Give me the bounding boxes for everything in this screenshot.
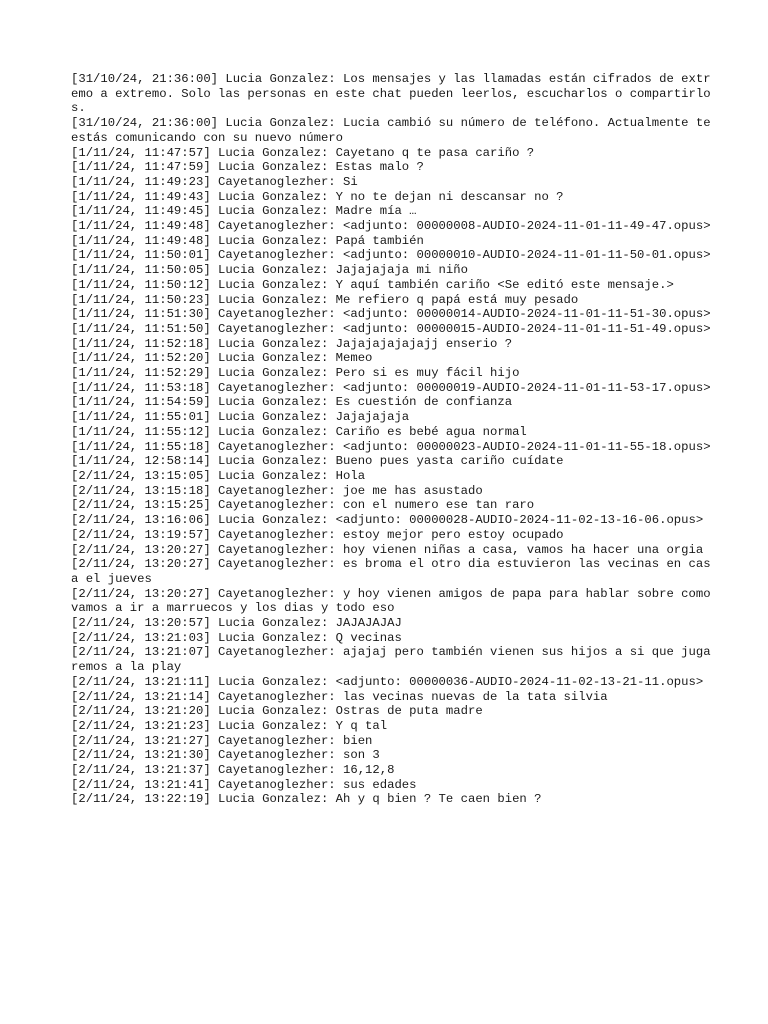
chat-message-line: [31/10/24, 21:36:00] Lucia Gonzalez: Lucia cambió su número de teléfono. Actualmente te estás comunicando con su nuevo número xyxy=(71,116,718,145)
chat-message-line: [2/11/24, 13:16:06] Lucia Gonzalez: <adjunto: 00000028-AUDIO-2024-11-02-13-16-06.opus> xyxy=(71,513,704,528)
chat-message-line: [1/11/24, 11:49:43] Lucia Gonzalez: Y no te dejan ni descansar no ? xyxy=(71,189,564,204)
chat-message-line: [2/11/24, 13:21:27] Cayetanoglezher: bien xyxy=(71,733,373,748)
chat-message-line: [1/11/24, 11:47:57] Lucia Gonzalez: Cayetano q te pasa cariño ? xyxy=(71,145,535,160)
chat-message-line: [1/11/24, 12:58:14] Lucia Gonzalez: Bueno pues yasta cariño cuídate xyxy=(71,454,564,469)
chat-message-line: [2/11/24, 13:20:27] Cayetanoglezher: y hoy vienen amigos de papa para hablar sobre como vamos a ir a marruecos y los dias y todo eso xyxy=(71,586,718,616)
chat-message-line: [2/11/24, 13:21:41] Cayetanoglezher: sus edades xyxy=(71,777,417,792)
chat-message-line: [1/11/24, 11:47:59] Lucia Gonzalez: Estas malo ? xyxy=(71,160,424,175)
chat-message-line: [2/11/24, 13:21:30] Cayetanoglezher: son 3 xyxy=(71,748,380,763)
chat-message-line: [1/11/24, 11:50:01] Cayetanoglezher: <adjunto: 00000010-AUDIO-2024-11-01-11-50-01.opus> xyxy=(71,248,711,263)
chat-message-line: [1/11/24, 11:50:23] Lucia Gonzalez: Me refiero q papá está muy pesado xyxy=(71,292,579,307)
chat-message-line: [2/11/24, 13:15:18] Cayetanoglezher: joe me has asustado xyxy=(71,483,483,498)
chat-message-line: [2/11/24, 13:20:27] Cayetanoglezher: es broma el otro dia estuvieron las vecinas en casa el jueves xyxy=(71,557,711,586)
chat-message-line: [1/11/24, 11:49:23] Cayetanoglezher: Si xyxy=(71,174,358,189)
chat-message-line: [2/11/24, 13:21:07] Cayetanoglezher: ajajaj pero también vienen sus hijos a si que jugaremos a la play xyxy=(71,645,711,675)
chat-message-line: [2/11/24, 13:20:57] Lucia Gonzalez: JAJAJAJAJ xyxy=(71,616,402,631)
chat-message-line: [2/11/24, 13:20:27] Cayetanoglezher: hoy vienen niñas a casa, vamos ha hacer una orgia xyxy=(71,542,704,557)
chat-message-line: [2/11/24, 13:22:19] Lucia Gonzalez: Ah y q bien ? Te caen bien ? xyxy=(71,792,542,807)
chat-message-line: [1/11/24, 11:52:29] Lucia Gonzalez: Pero si es muy fácil hijo xyxy=(71,366,520,381)
chat-message-line: [2/11/24, 13:21:37] Cayetanoglezher: 16,12,8 xyxy=(71,763,395,778)
chat-message-line: [2/11/24, 13:21:23] Lucia Gonzalez: Y q tal xyxy=(71,718,388,733)
chat-message-line: [2/11/24, 13:21:11] Lucia Gonzalez: <adjunto: 00000036-AUDIO-2024-11-02-13-21-11.opus> xyxy=(71,674,704,689)
chat-message-line: [1/11/24, 11:52:18] Lucia Gonzalez: Jajajajajajajj enserio ? xyxy=(71,336,513,351)
chat-message-line: [1/11/24, 11:53:18] Cayetanoglezher: <adjunto: 00000019-AUDIO-2024-11-01-11-53-17.opus> xyxy=(71,380,711,395)
chat-message-line: [1/11/24, 11:52:20] Lucia Gonzalez: Memeo xyxy=(71,351,373,366)
chat-message-line: [1/11/24, 11:55:01] Lucia Gonzalez: Jajajajaja xyxy=(71,410,410,425)
chat-message-line: [1/11/24, 11:49:45] Lucia Gonzalez: Madre mía … xyxy=(71,204,417,219)
chat-message-line: [2/11/24, 13:19:57] Cayetanoglezher: estoy mejor pero estoy ocupado xyxy=(71,527,564,542)
chat-message-line: [1/11/24, 11:49:48] Cayetanoglezher: <adjunto: 00000008-AUDIO-2024-11-01-11-49-47.opus> xyxy=(71,219,711,234)
chat-message-line: [1/11/24, 11:50:05] Lucia Gonzalez: Jajajajaja mi niño xyxy=(71,263,468,278)
chat-message-line: [1/11/24, 11:50:12] Lucia Gonzalez: Y aquí también cariño <Se editó este mensaje.> xyxy=(71,277,674,292)
chat-transcript xyxy=(71,72,718,807)
chat-message-line: [1/11/24, 11:51:30] Cayetanoglezher: <adjunto: 00000014-AUDIO-2024-11-01-11-51-30.opus> xyxy=(71,307,711,322)
chat-message-line: [2/11/24, 13:21:03] Lucia Gonzalez: Q vecinas xyxy=(71,630,402,645)
chat-message-line: [1/11/24, 11:55:18] Cayetanoglezher: <adjunto: 00000023-AUDIO-2024-11-01-11-55-18.opus> xyxy=(71,439,711,454)
chat-message-line: [2/11/24, 13:15:05] Lucia Gonzalez: Hola xyxy=(71,468,366,483)
chat-message-line: [1/11/24, 11:51:50] Cayetanoglezher: <adjunto: 00000015-AUDIO-2024-11-01-11-51-49.opus> xyxy=(71,321,711,336)
chat-message-line: [1/11/24, 11:55:12] Lucia Gonzalez: Cariño es bebé agua normal xyxy=(71,424,527,439)
chat-message-line: [2/11/24, 13:21:14] Cayetanoglezher: las vecinas nuevas de la tata silvia xyxy=(71,689,608,704)
chat-message-line: [1/11/24, 11:49:48] Lucia Gonzalez: Papá también xyxy=(71,233,424,248)
chat-message-line: [1/11/24, 11:54:59] Lucia Gonzalez: Es cuestión de confianza xyxy=(71,395,513,410)
chat-message-line: [2/11/24, 13:15:25] Cayetanoglezher: con el numero ese tan raro xyxy=(71,498,535,513)
chat-message-line: [2/11/24, 13:21:20] Lucia Gonzalez: Ostras de puta madre xyxy=(71,704,483,719)
chat-message-line: [31/10/24, 21:36:00] Lucia Gonzalez: Los mensajes y las llamadas están cifrados de extremo a extremo. Solo las personas en este chat pueden leerlos, escucharlos o compartirlos. xyxy=(71,72,711,116)
